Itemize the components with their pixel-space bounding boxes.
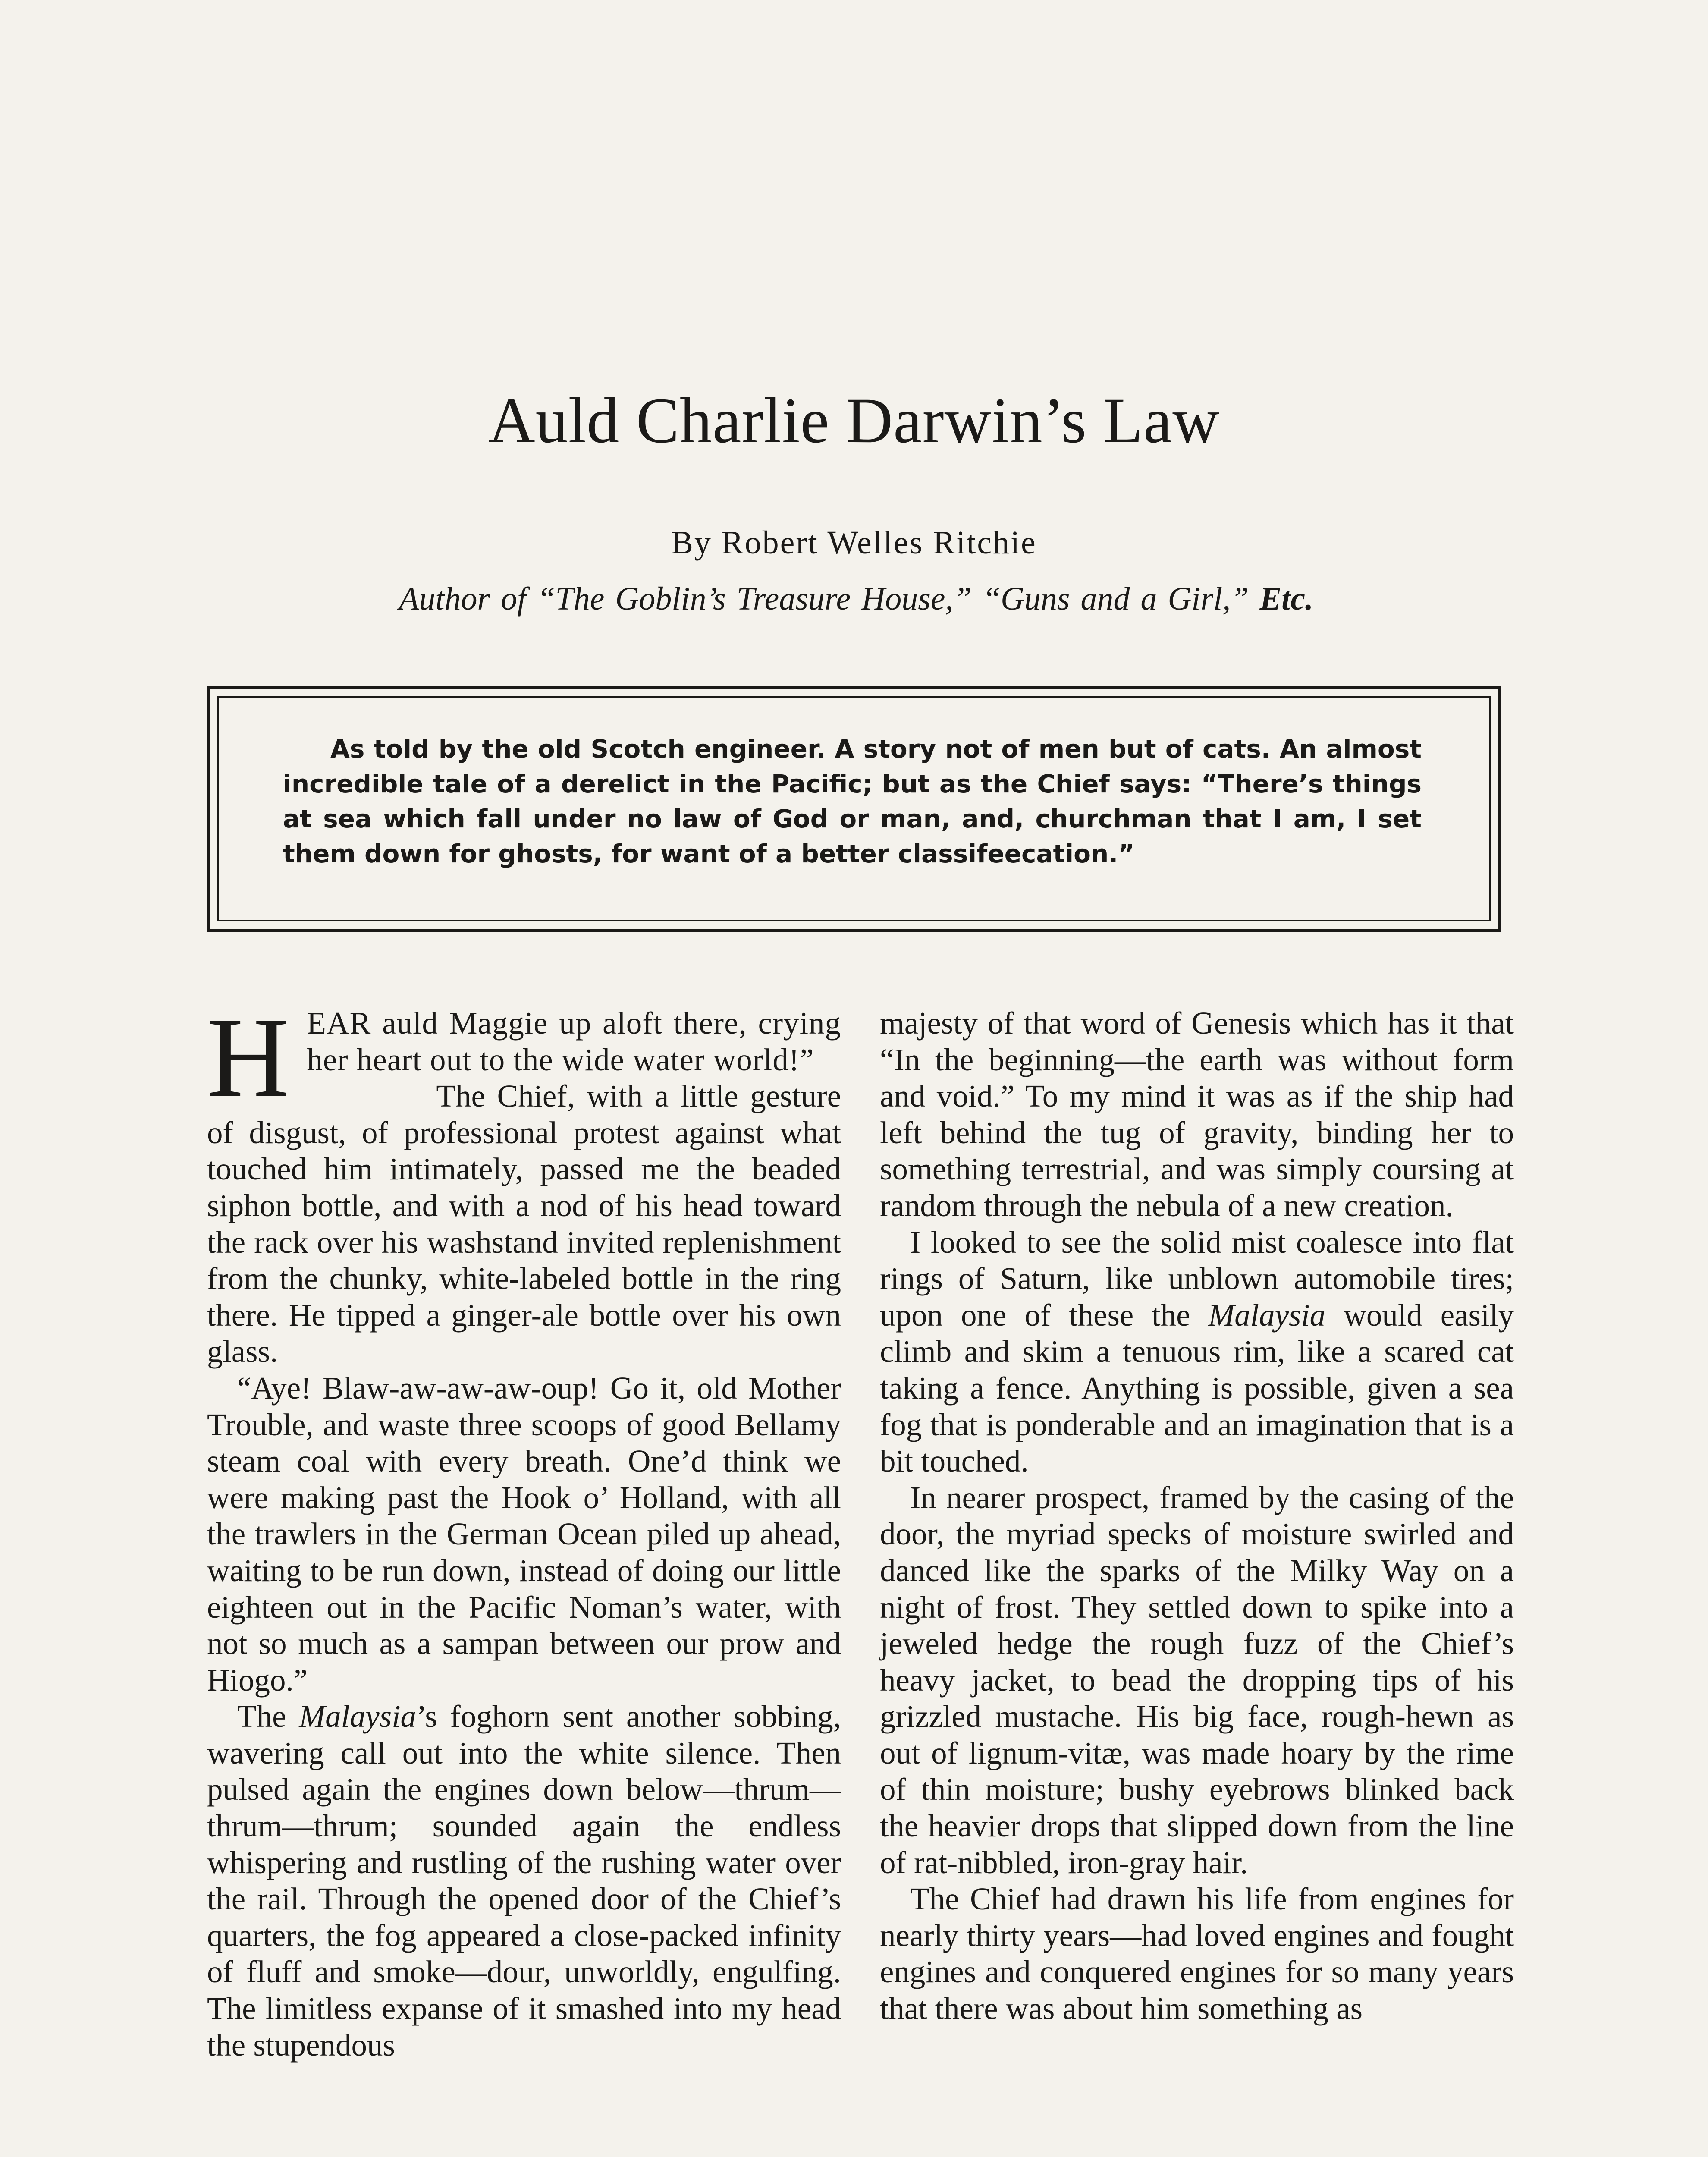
paragraph	[207, 1698, 841, 2063]
paragraph-opening-text: EAR auld Maggie up aloft there, crying her heart out to the wide water world!”	[307, 1006, 841, 1077]
body-column-right	[880, 1005, 1514, 2027]
paragraph: “Aye! Blaw-aw-aw-aw-oup! Go it, old Mother Trouble, and waste three scoops of good Bellamy steam coal with every breath. One’d think we were making past the Hook o’ Holland, with all the trawlers in the German Ocean piled up ahead, waiting to be run down, instead of doing our little eighteen out in the Pacific Noman’s water, with not so much as a sampan between our prow and Hiogo.”	[207, 1370, 841, 1698]
author-credit-works: “The Goblin’s Treasure House,” “Guns and a Girl,”	[537, 581, 1249, 617]
blurb-box	[207, 686, 1501, 932]
paragraph: In nearer prospect, framed by the casing of the door, the myriad specks of moisture swirled and danced like the sparks of the Milky Way on a night of frost. They settled down to spike into a jeweled hedge the rough fuzz of the Chief’s heavy jacket, to bead the dropping tips of his grizzled mustache. His big face, rough-hewn as out of lignum-vitæ, was made hoary by the rime of thin moisture; bushy eyebrows blinked back the heavier drops that slipped down from the line of rat-nibbled, iron-gray hair.	[880, 1480, 1514, 1880]
article-title: Auld Charlie Darwin’s Law	[488, 385, 1220, 456]
paragraph-opening	[207, 994, 841, 1121]
paragraph-text: would easily climb and skim a tenuous rim, like a scared cat taking a fence. Anything is possible, given a sea fog that is ponderable and an imagination that is a bit touched.	[880, 1297, 1514, 1479]
paragraph-text: ’s foghorn sent another sobbing, wavering call out into the white silence. Then pulsed again the engines down below—thrum—thrum—thrum; sounded again the endless whispering and rustling of the rushing water over the rail. Through the opened door of the Chief’s quarters, the fog appeared a close-packed infinity of fluff and smoke—dour, unworldly, engulfing. The limitless expanse of it smashed into my head the stupendous	[207, 1699, 841, 2063]
blurb-text: As told by the old Scotch engineer. A story not of men but of cats. An almost incredible tale of a derelict in the Pacific; but as the Chief says: “There’s things at sea which fall under no law of God or man, and, churchman that I am, I set them down for ghosts, for want of a better classifeecation.”	[283, 734, 1422, 868]
paragraph-continued: majesty of that word of Genesis which has it that “In the beginning—the earth was without form and void.” To my mind it was as if the ship had left behind the tug of gravity, binding her to something terrestrial, and was simply coursing at random through the nebula of a new creation.	[880, 1006, 1514, 1223]
paragraph-text: I looked to see the solid mist coalesce into flat rings of Saturn, like unblown automobile tires; upon one of these the	[880, 1224, 1514, 1333]
author-credit	[267, 580, 1445, 618]
ship-name: Malaysia	[299, 1699, 416, 1734]
author-credit-etc: Etc.	[1259, 581, 1314, 617]
paragraph-text: The	[237, 1699, 299, 1734]
paragraph: The Chief, with a little gesture of disgust, of professional protest against what touched him intimately, passed me the beaded siphon bottle, and with a nod of his head toward the rack over his washstand invited replenishment from the chunky, white-labeled bottle in the ring there. He tipped a ginger-ale bottle over his own glass.	[207, 1078, 841, 1369]
author-credit-prefix: Author of	[399, 581, 527, 617]
body-column-left	[207, 994, 841, 2063]
drop-cap: H	[207, 994, 290, 1121]
ship-name: Malaysia	[1208, 1297, 1326, 1333]
byline: By Robert Welles Ritchie	[671, 525, 1037, 561]
paragraph	[880, 1224, 1514, 1480]
paragraph: The Chief had drawn his life from engines for nearly thirty years—had loved engines and fought engines and conquered engines for so many years that there was about him something as	[880, 1881, 1514, 2026]
